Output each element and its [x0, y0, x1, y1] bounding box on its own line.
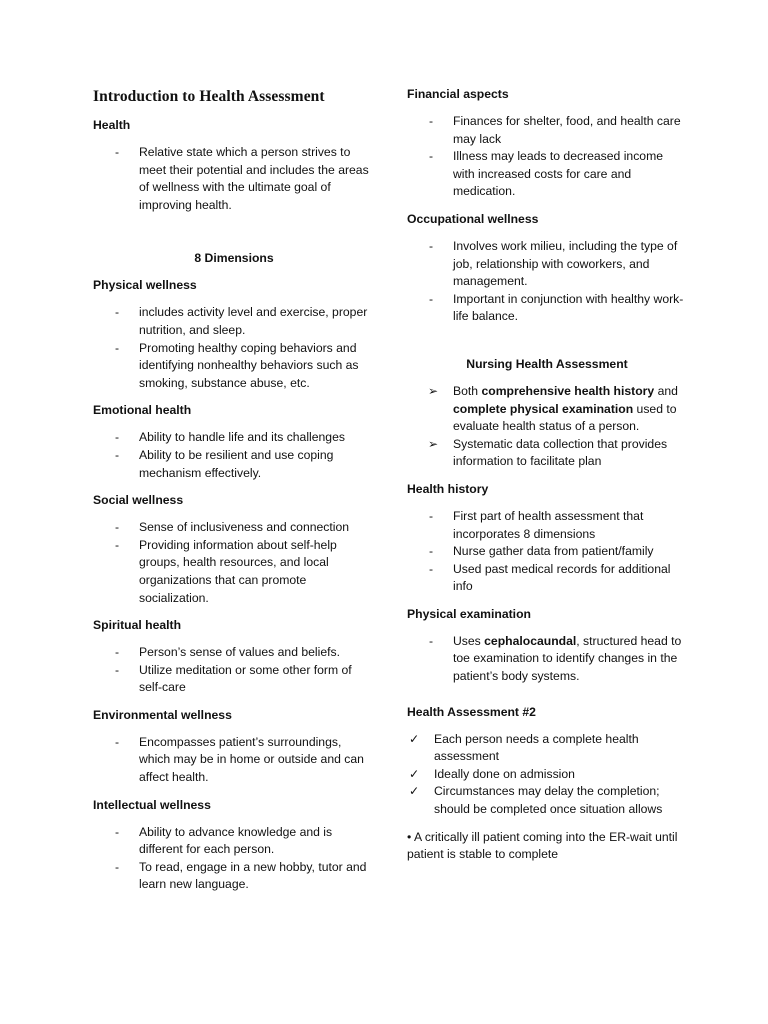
list-item: - Uses cephalocaundal, structured head to toe examination to identify changes in the patient’s body systems.: [429, 633, 682, 684]
list-item: - Person’s sense of values and beliefs.: [93, 644, 375, 662]
dash-marker: -: [429, 561, 434, 576]
dash-marker: -: [429, 633, 434, 648]
intellectual-wellness-list: [93, 824, 375, 894]
list-item: ✓ Each person needs a complete health assessment: [409, 731, 639, 764]
emotional-health-list: [93, 429, 375, 482]
list-item: - Encompasses patient’s surroundings, which may be in home or outside and can affect health.: [115, 734, 364, 785]
social-wellness-heading: Social wellness: [93, 493, 184, 508]
spiritual-health-heading: Spiritual health: [93, 618, 182, 633]
arrow-bullet-icon: ➢: [428, 436, 439, 451]
occupational-wellness-list: [407, 238, 687, 326]
dash-marker: -: [115, 537, 120, 552]
right-column: [407, 86, 687, 864]
dash-marker: -: [429, 544, 434, 559]
list-item: - Ability to be resilient and use coping mechanism effectively.: [115, 447, 334, 480]
dash-marker: -: [429, 149, 434, 164]
health-assessment-2-list: [407, 731, 687, 819]
dash-marker: -: [115, 340, 120, 355]
list-item: - To read, engage in a new hobby, tutor and learn new language.: [115, 859, 367, 892]
list-item: - Nurse gather data from patient/family: [407, 543, 687, 561]
list-item: - Used past medical records for additional info: [429, 561, 671, 594]
dash-marker: -: [115, 824, 120, 839]
nursing-assessment-list: [407, 383, 687, 471]
dash-marker: -: [115, 734, 120, 749]
list-item: - Relative state which a person strives to meet their potential and includes the areas of wellness with the ultimate goal of improving health.: [115, 145, 369, 212]
dash-marker: -: [115, 145, 120, 159]
physical-examination-list: [407, 633, 687, 686]
health-assessment-2-heading: Health Assessment #2: [407, 704, 536, 719]
list-item: - Providing information about self-help groups, health resources, and local organizations that can promote socialization.: [115, 537, 337, 605]
list-item: - Finances for shelter, food, and health care may lack: [429, 114, 681, 146]
list-item: - Illness may leads to decreased income with increased costs for care and medication.: [429, 149, 664, 199]
dash-marker: -: [429, 238, 434, 253]
occupational-wellness-heading: Occupational wellness: [407, 211, 539, 226]
list-item: ✓ Circumstances may delay the completion; should be completed once situation allows: [409, 784, 663, 817]
list-item: ➢ Both comprehensive health history and complete physical examination used to evaluate health status of a person.: [428, 383, 678, 434]
list-item: - Involves work milieu, including the type of job, relationship with coworkers, and management.: [429, 238, 678, 289]
environmental-wellness-list: [93, 734, 375, 787]
list-item: - Utilize meditation or some other form of self-care: [115, 662, 352, 695]
dash-marker: -: [115, 520, 120, 535]
social-wellness-list: [93, 519, 375, 607]
intellectual-wellness-heading: Intellectual wellness: [93, 797, 211, 812]
health-history-heading: Health history: [407, 481, 489, 496]
emotional-health-heading: Emotional health: [93, 403, 192, 418]
list-item: ✓ Ideally done on admission: [407, 766, 687, 784]
financial-aspects-heading: Financial aspects: [407, 87, 509, 101]
list-item: - Ability to advance knowledge and is different for each person.: [115, 824, 333, 857]
physical-wellness-list: [93, 304, 375, 392]
arrow-bullet-icon: ➢: [428, 383, 439, 398]
checkmark-icon: ✓: [409, 731, 420, 746]
dimensions-heading: 8 Dimensions: [194, 251, 274, 266]
dash-marker: -: [115, 859, 120, 874]
list-item: - Sense of inclusiveness and connection: [93, 519, 375, 537]
environmental-wellness-heading: Environmental wellness: [93, 707, 232, 722]
dash-marker: -: [429, 114, 434, 128]
dash-marker: -: [429, 291, 434, 306]
financial-aspects-list: [407, 113, 687, 201]
list-item: - Promoting healthy coping behaviors and identifying nonhealthy behaviors such as smoking, substance abuse, etc.: [115, 340, 359, 390]
dash-marker: -: [115, 430, 120, 445]
document-title: Introduction to Health Assessment: [93, 88, 325, 105]
list-item: - First part of health assessment that incorporates 8 dimensions: [429, 508, 644, 541]
list-item: - Ability to handle life and its challenges: [93, 429, 375, 447]
checkmark-icon: ✓: [409, 784, 420, 799]
dash-marker: -: [429, 508, 434, 523]
physical-examination-heading: Physical examination: [407, 606, 531, 621]
dash-marker: -: [115, 305, 120, 320]
list-item: - Important in conjunction with healthy work-life balance.: [429, 291, 684, 324]
list-item: ➢ Systematic data collection that provides information to facilitate plan: [428, 436, 668, 469]
dash-marker: -: [115, 645, 120, 660]
health-history-list: [407, 508, 687, 596]
physical-wellness-heading: Physical wellness: [93, 278, 197, 293]
health-heading: Health: [93, 118, 131, 132]
spiritual-health-list: [93, 644, 375, 697]
list-item: - includes activity level and exercise, proper nutrition, and sleep.: [115, 305, 368, 337]
health-list: [93, 144, 375, 214]
dash-marker: -: [115, 662, 120, 677]
dash-marker: -: [115, 447, 120, 462]
nursing-health-assessment-heading: Nursing Health Assessment: [466, 356, 628, 371]
checkmark-icon: ✓: [409, 766, 420, 781]
critical-patient-note: • A critically ill patient coming into the ER-wait until patient is stable to complete: [407, 829, 678, 862]
left-column: [93, 86, 375, 904]
